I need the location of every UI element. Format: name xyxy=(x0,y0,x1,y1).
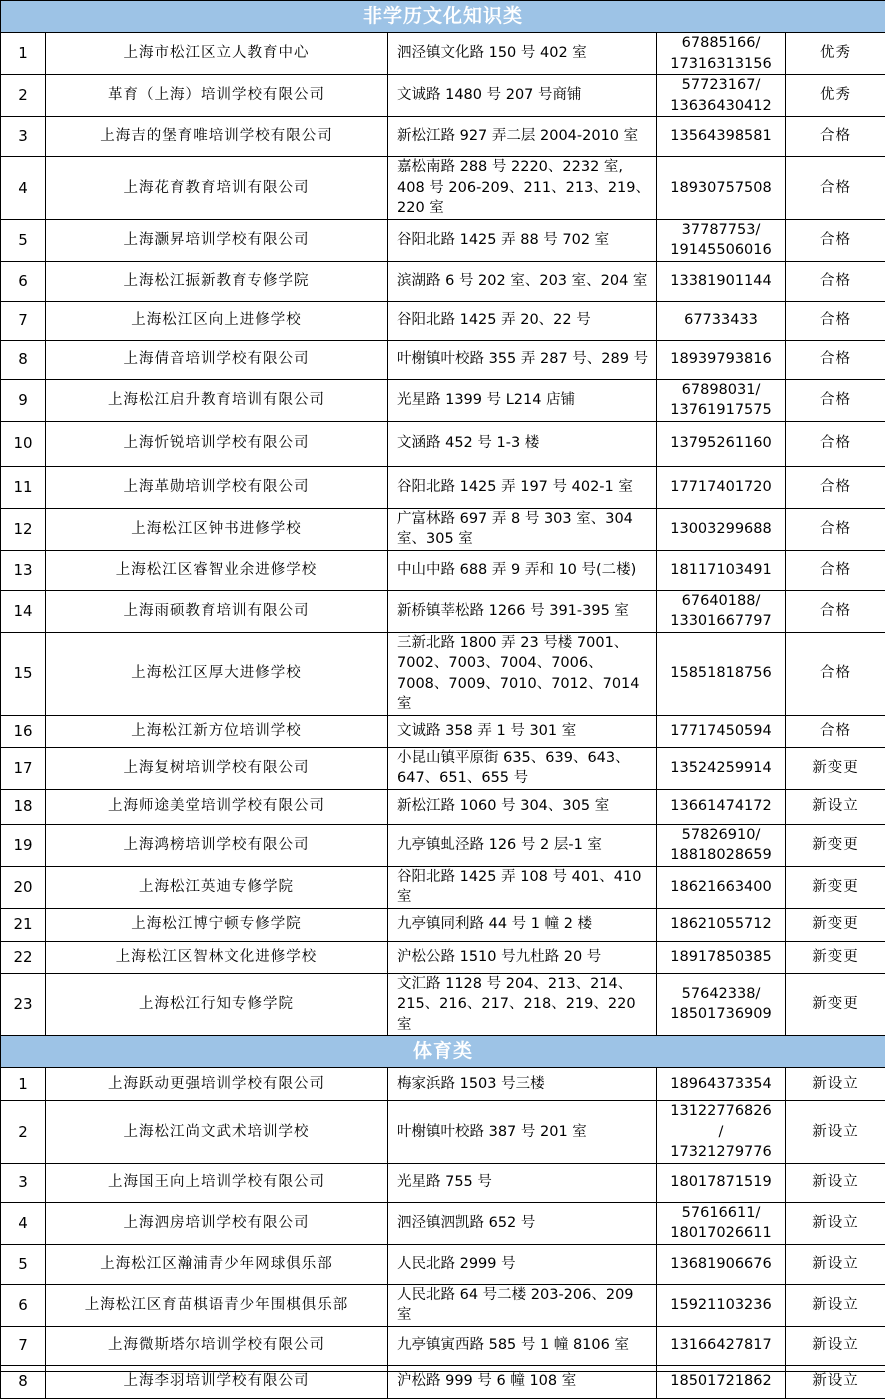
table-row xyxy=(1,941,885,973)
institution-name: 上海市松江区立人教育中心 xyxy=(46,33,388,75)
row-number: 2 xyxy=(1,1101,46,1164)
contact-phone: 17717401720 xyxy=(657,466,786,508)
institution-name: 上海灏昇培训学校有限公司 xyxy=(46,219,388,261)
rating-status: 新设立 xyxy=(786,1068,885,1101)
institution-name: 上海李羽培训学校有限公司 xyxy=(46,1365,388,1398)
institution-name: 上海吉的堡育唯培训学校有限公司 xyxy=(46,117,388,157)
table-row xyxy=(1,340,885,379)
contact-phone: 67733433 xyxy=(657,301,786,340)
table-row xyxy=(1,219,885,261)
institution-address: 光星路 755 号 xyxy=(388,1163,657,1202)
contact-phone: 57616611/ 18017026611 xyxy=(657,1202,786,1244)
row-number: 6 xyxy=(1,261,46,301)
table-row xyxy=(1,866,885,908)
institution-address: 文涵路 452 号 1-3 楼 xyxy=(388,421,657,466)
institution-address: 光星路 1399 号 L214 店铺 xyxy=(388,379,657,421)
row-number: 20 xyxy=(1,866,46,908)
row-number: 19 xyxy=(1,824,46,866)
institution-address: 文汇路 1128 号 204、213、214、215、216、217、218、219、220 室 xyxy=(388,973,657,1036)
institution-address: 泗泾镇泗凯路 652 号 xyxy=(388,1202,657,1244)
row-number: 7 xyxy=(1,1326,46,1365)
row-number: 23 xyxy=(1,973,46,1036)
contact-phone: 13795261160 xyxy=(657,421,786,466)
rating-status: 合格 xyxy=(786,219,885,261)
institution-address: 叶榭镇叶校路 387 号 201 室 xyxy=(388,1101,657,1164)
contact-phone: 15851818756 xyxy=(657,632,786,715)
rating-status: 新设立 xyxy=(786,1163,885,1202)
institution-address: 人民北路 64 号二楼 203-206、209 室 xyxy=(388,1284,657,1326)
row-number: 21 xyxy=(1,908,46,941)
rating-status: 新设立 xyxy=(786,1202,885,1244)
row-number: 5 xyxy=(1,1244,46,1284)
contact-phone: 18501721862 xyxy=(657,1365,786,1398)
row-number: 8 xyxy=(1,1365,46,1398)
institution-address: 沪松路 999 号 6 幢 108 室 xyxy=(388,1365,657,1398)
rating-status: 新变更 xyxy=(786,747,885,789)
institution-address: 嘉松南路 288 号 2220、2232 室, 408 号 206-209、211、213、219、220 室 xyxy=(388,157,657,220)
row-number: 7 xyxy=(1,301,46,340)
contact-phone: 13381901144 xyxy=(657,261,786,301)
rating-status: 新设立 xyxy=(786,1284,885,1326)
institution-address: 文诚路 358 弄 1 号 301 室 xyxy=(388,715,657,747)
institution-name: 上海松江区厚大进修学校 xyxy=(46,632,388,715)
table-body xyxy=(1,1,885,1399)
institution-address: 三新北路 1800 弄 23 号楼 7001、7002、7003、7004、7006、7008、7009、7010、7012、7014 室 xyxy=(388,632,657,715)
institution-name: 上海革勋培训学校有限公司 xyxy=(46,466,388,508)
contact-phone: 67898031/ 13761917575 xyxy=(657,379,786,421)
rating-status: 合格 xyxy=(786,550,885,590)
institution-name: 上海松江区向上进修学校 xyxy=(46,301,388,340)
institution-address: 九亭镇同利路 44 号 1 幢 2 楼 xyxy=(388,908,657,941)
institution-address: 广富林路 697 弄 8 号 303 室、304 室、305 室 xyxy=(388,508,657,550)
institution-name: 上海雨硕教育培训有限公司 xyxy=(46,590,388,632)
table-row xyxy=(1,117,885,157)
institution-address: 泗泾镇文化路 150 号 402 室 xyxy=(388,33,657,75)
institution-name: 上海松江新方位培训学校 xyxy=(46,715,388,747)
contact-phone: 13681906676 xyxy=(657,1244,786,1284)
institution-name: 上海松江区睿智业余进修学校 xyxy=(46,550,388,590)
rating-status: 新设立 xyxy=(786,1365,885,1398)
row-number: 16 xyxy=(1,715,46,747)
rating-status: 新变更 xyxy=(786,866,885,908)
rating-status: 合格 xyxy=(786,379,885,421)
rating-status: 合格 xyxy=(786,340,885,379)
row-number: 3 xyxy=(1,117,46,157)
section-title: 非学历文化知识类 xyxy=(1,1,885,33)
table-row xyxy=(1,908,885,941)
table-row xyxy=(1,632,885,715)
row-number: 22 xyxy=(1,941,46,973)
rating-status: 合格 xyxy=(786,590,885,632)
institution-name: 上海师途美堂培训学校有限公司 xyxy=(46,789,388,824)
row-number: 15 xyxy=(1,632,46,715)
rating-status: 合格 xyxy=(786,261,885,301)
row-number: 18 xyxy=(1,789,46,824)
institution-name: 上海松江区瀚浦青少年网球俱乐部 xyxy=(46,1244,388,1284)
contact-phone: 67640188/ 13301667797 xyxy=(657,590,786,632)
institution-address: 叶榭镇叶校路 355 弄 287 号、289 号 xyxy=(388,340,657,379)
institution-address: 滨湖路 6 号 202 室、203 室、204 室 xyxy=(388,261,657,301)
contact-phone: 18917850385 xyxy=(657,941,786,973)
table-row xyxy=(1,301,885,340)
institution-name: 上海花育教育培训有限公司 xyxy=(46,157,388,220)
institution-address: 九亭镇寅西路 585 号 1 幢 8106 室 xyxy=(388,1326,657,1365)
row-number: 8 xyxy=(1,340,46,379)
institution-address: 中山中路 688 弄 9 弄和 10 号(二楼) xyxy=(388,550,657,590)
institution-address: 九亭镇虬泾路 126 号 2 层-1 室 xyxy=(388,824,657,866)
institution-name: 上海松江区钟书进修学校 xyxy=(46,508,388,550)
table-row xyxy=(1,157,885,220)
row-number: 2 xyxy=(1,75,46,117)
rating-status: 优秀 xyxy=(786,75,885,117)
contact-phone: 15921103236 xyxy=(657,1284,786,1326)
institution-name: 上海松江博宁顿专修学院 xyxy=(46,908,388,941)
table-row xyxy=(1,1244,885,1284)
table-row xyxy=(1,75,885,117)
contact-phone: 18930757508 xyxy=(657,157,786,220)
table-row xyxy=(1,590,885,632)
rating-status: 新设立 xyxy=(786,1101,885,1164)
contact-phone: 13661474172 xyxy=(657,789,786,824)
row-number: 3 xyxy=(1,1163,46,1202)
row-number: 17 xyxy=(1,747,46,789)
table-row xyxy=(1,421,885,466)
contact-phone: 37787753/ 19145506016 xyxy=(657,219,786,261)
row-number: 5 xyxy=(1,219,46,261)
rating-status: 新变更 xyxy=(786,973,885,1036)
contact-phone: 57723167/ 13636430412 xyxy=(657,75,786,117)
table-row xyxy=(1,824,885,866)
section-title: 体育类 xyxy=(1,1036,885,1068)
table-row xyxy=(1,973,885,1036)
contact-phone: 18621055712 xyxy=(657,908,786,941)
table-row xyxy=(1,1326,885,1365)
institution-name: 上海泗房培训学校有限公司 xyxy=(46,1202,388,1244)
rating-status: 新变更 xyxy=(786,941,885,973)
institution-name: 上海国王向上培训学校有限公司 xyxy=(46,1163,388,1202)
institution-address: 新桥镇莘松路 1266 号 391-395 室 xyxy=(388,590,657,632)
contact-phone: 57642338/ 18501736909 xyxy=(657,973,786,1036)
rating-status: 新设立 xyxy=(786,1244,885,1284)
contact-phone: 18964373354 xyxy=(657,1068,786,1101)
rating-status: 合格 xyxy=(786,466,885,508)
row-number: 13 xyxy=(1,550,46,590)
contact-phone: 13524259914 xyxy=(657,747,786,789)
institution-name: 上海松江振新教育专修学院 xyxy=(46,261,388,301)
institution-address: 谷阳北路 1425 弄 20、22 号 xyxy=(388,301,657,340)
table-row xyxy=(1,508,885,550)
table-row xyxy=(1,379,885,421)
contact-phone: 13003299688 xyxy=(657,508,786,550)
institution-address: 新松江路 927 弄二层 2004-2010 室 xyxy=(388,117,657,157)
row-number: 14 xyxy=(1,590,46,632)
rating-status: 合格 xyxy=(786,508,885,550)
institution-address: 小昆山镇平原街 635、639、643、647、651、655 号 xyxy=(388,747,657,789)
table-row xyxy=(1,747,885,789)
contact-phone: 17717450594 xyxy=(657,715,786,747)
row-number: 12 xyxy=(1,508,46,550)
contact-phone: 18621663400 xyxy=(657,866,786,908)
row-number: 4 xyxy=(1,1202,46,1244)
table-row xyxy=(1,715,885,747)
institution-address: 谷阳北路 1425 弄 108 号 401、410 室 xyxy=(388,866,657,908)
row-number: 9 xyxy=(1,379,46,421)
institution-name: 上海鸿榜培训学校有限公司 xyxy=(46,824,388,866)
table-row xyxy=(1,1365,885,1398)
table-bottom-border xyxy=(0,1371,885,1372)
institution-name: 上海复树培训学校有限公司 xyxy=(46,747,388,789)
institution-name: 革育（上海）培训学校有限公司 xyxy=(46,75,388,117)
row-number: 10 xyxy=(1,421,46,466)
contact-phone: 18939793816 xyxy=(657,340,786,379)
contact-phone: 13122776826 / 17321279776 xyxy=(657,1101,786,1164)
institution-name: 上海跃动更强培训学校有限公司 xyxy=(46,1068,388,1101)
rating-status: 合格 xyxy=(786,715,885,747)
contact-phone: 18117103491 xyxy=(657,550,786,590)
institution-name: 上海倩音培训学校有限公司 xyxy=(46,340,388,379)
row-number: 11 xyxy=(1,466,46,508)
rating-status: 优秀 xyxy=(786,33,885,75)
rating-status: 新变更 xyxy=(786,824,885,866)
row-number: 4 xyxy=(1,157,46,220)
institution-name: 上海松江尚文武术培训学校 xyxy=(46,1101,388,1164)
row-number: 1 xyxy=(1,1068,46,1101)
table-row xyxy=(1,1163,885,1202)
institution-name: 上海松江区智林文化进修学校 xyxy=(46,941,388,973)
institution-name: 上海松江英迪专修学院 xyxy=(46,866,388,908)
rating-status: 新设立 xyxy=(786,789,885,824)
rating-status: 合格 xyxy=(786,157,885,220)
table-row xyxy=(1,33,885,75)
table-row xyxy=(1,1202,885,1244)
table-row xyxy=(1,1284,885,1326)
contact-phone: 13166427817 xyxy=(657,1326,786,1365)
table-row xyxy=(1,1101,885,1164)
institution-name: 上海微斯塔尔培训学校有限公司 xyxy=(46,1326,388,1365)
institution-address: 沪松公路 1510 号九杜路 20 号 xyxy=(388,941,657,973)
section-header xyxy=(1,1,885,33)
rating-status: 合格 xyxy=(786,632,885,715)
rating-status: 合格 xyxy=(786,117,885,157)
table-row xyxy=(1,466,885,508)
institution-name: 上海松江启升教育培训有限公司 xyxy=(46,379,388,421)
institution-address: 文诚路 1480 号 207 号商铺 xyxy=(388,75,657,117)
rating-status: 新设立 xyxy=(786,1326,885,1365)
rating-status: 合格 xyxy=(786,301,885,340)
table-row xyxy=(1,550,885,590)
row-number: 1 xyxy=(1,33,46,75)
institution-address: 谷阳北路 1425 弄 197 号 402-1 室 xyxy=(388,466,657,508)
institution-name: 上海忻锐培训学校有限公司 xyxy=(46,421,388,466)
contact-phone: 57826910/ 18818028659 xyxy=(657,824,786,866)
table-row xyxy=(1,789,885,824)
section-header xyxy=(1,1036,885,1068)
contact-phone: 18017871519 xyxy=(657,1163,786,1202)
table-row xyxy=(1,261,885,301)
institution-address: 谷阳北路 1425 弄 88 号 702 室 xyxy=(388,219,657,261)
institution-address: 人民北路 2999 号 xyxy=(388,1244,657,1284)
table-row xyxy=(1,1068,885,1101)
rating-status: 合格 xyxy=(786,421,885,466)
row-number: 6 xyxy=(1,1284,46,1326)
institution-name: 上海松江行知专修学院 xyxy=(46,973,388,1036)
institution-address: 新松江路 1060 号 304、305 室 xyxy=(388,789,657,824)
rating-status: 新变更 xyxy=(786,908,885,941)
institution-address: 梅家浜路 1503 号三楼 xyxy=(388,1068,657,1101)
contact-phone: 67885166/ 17316313156 xyxy=(657,33,786,75)
contact-phone: 13564398581 xyxy=(657,117,786,157)
institution-name: 上海松江区育苗棋语青少年围棋俱乐部 xyxy=(46,1284,388,1326)
